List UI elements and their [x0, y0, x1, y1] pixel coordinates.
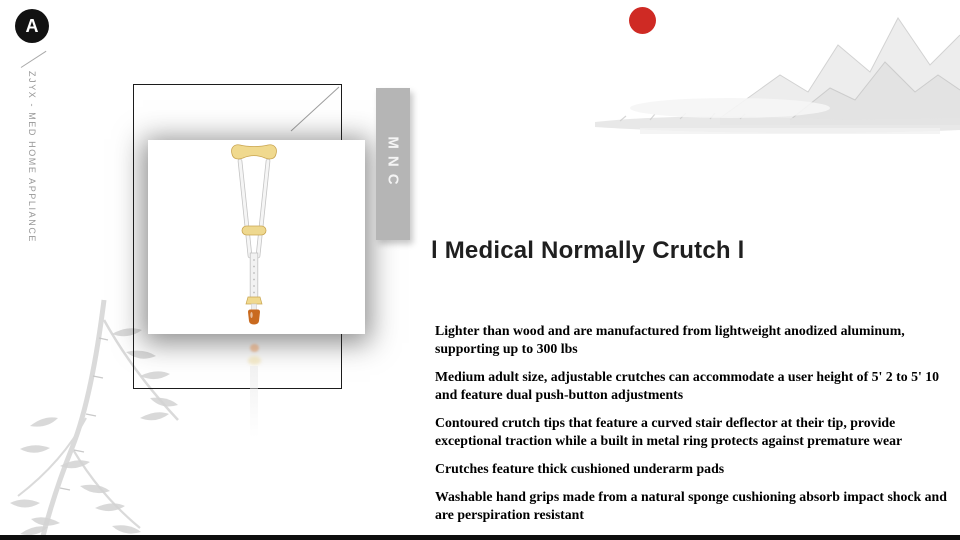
page-title: l Medical Normally Crutch l [431, 237, 745, 264]
feature-item: Washable hand grips made from a natural sponge cushioning absorb impact shock and are perspiration resistant [435, 489, 947, 522]
crutch-rubber-tip [248, 310, 260, 325]
crutch-underarm-pad [232, 145, 277, 159]
crutch-reflection-collar [248, 356, 261, 365]
frame-corner-line-icon [281, 85, 341, 135]
feature-item: Medium adult size, adjustable crutches can accommodate a user height of 5' 2 to 5' 10 and feature dual push-button adjustments [435, 369, 940, 402]
feature-item: Lighter than wood and are manufactured from lightweight anodized aluminum, supporting up to 300 lbs [435, 323, 905, 356]
crutch-hand-grip [242, 226, 266, 235]
crutch-reflection-streak [250, 366, 258, 438]
feature-item: Crutches feature thick cushioned underarm pads [435, 461, 725, 476]
crutch-reflection-tip [250, 344, 259, 352]
brand-logo [15, 9, 49, 43]
feature-item: Contoured crutch tips that feature a curved stair deflector at their tip, provide exceptional traction while a built in metal ring protects against premature wear [435, 415, 903, 448]
crutch-tip-highlight [250, 312, 252, 318]
logo-slash-line [21, 51, 47, 68]
product-code-banner [376, 88, 410, 240]
red-dot-accent [629, 7, 656, 34]
crutch-product-image [148, 140, 365, 334]
crutch-legs [240, 161, 268, 256]
crutch-tip-stem [252, 304, 257, 310]
crutch-collar [246, 297, 262, 304]
feature-list [435, 322, 947, 534]
brand-logo-letter: A [25, 16, 39, 36]
product-code-label: MNC [384, 136, 402, 192]
brand-vertical-text: ZJYX - MED HOME APPLIANCE [27, 71, 37, 244]
product-card [148, 140, 365, 334]
bottom-accent-bar [0, 535, 960, 540]
